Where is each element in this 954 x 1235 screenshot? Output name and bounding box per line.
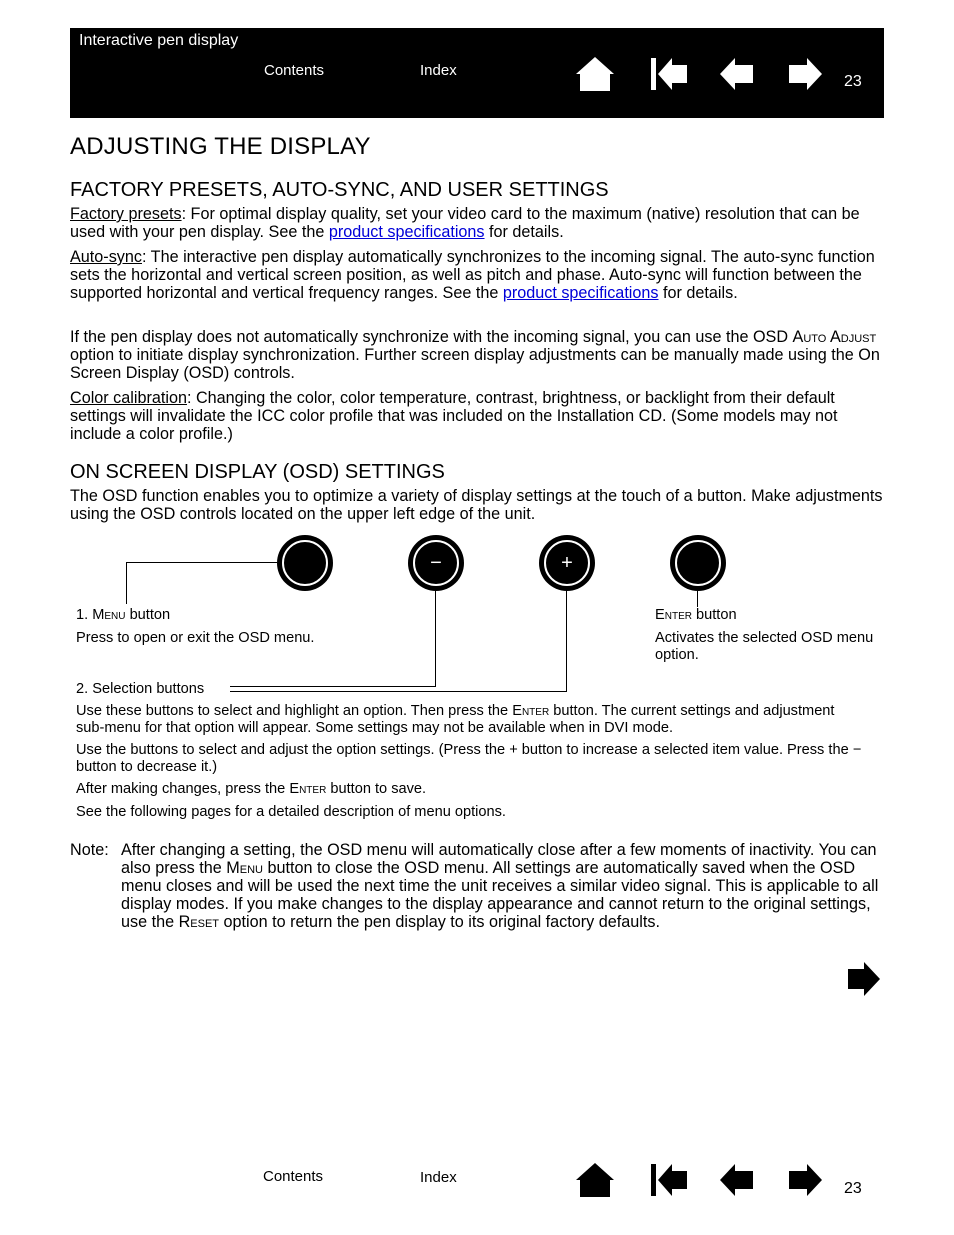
minus-leader-vertical [435,591,436,687]
product-specifications-link[interactable]: product specifications [328,223,485,241]
menu-button-description: Press to open or exit the OSD menu. [76,630,315,646]
selection-description-3: After making changes, press the Enter button to save. [76,781,427,797]
previous-page-icon[interactable] [716,54,758,94]
footer-page-number: 23 [844,1180,862,1197]
color-calibration-paragraph: Color calibration: Changing the color, color temperature, contrast, brightness, or backlight from their default settings will invalidate the ICC color profile that was included on the Installation CD. (Some models may not include a color profile.) [70,389,838,443]
selection-leader-top [230,686,436,687]
menu-button-label: 1. Menu button [76,607,171,623]
home-icon[interactable] [574,54,616,94]
plus-icon: + [561,552,573,574]
footer-next-page-icon[interactable] [784,1160,826,1200]
next-page-icon[interactable] [784,54,826,94]
footer-contents-link[interactable]: Contents [263,1168,324,1185]
first-page-icon[interactable] [648,54,690,94]
plus-leader-vertical [566,591,567,692]
selection-description-4: See the following pages for a detailed description of menu options. [76,804,506,820]
plus-button-graphic [539,535,595,591]
footer-previous-page-icon[interactable] [716,1160,758,1200]
index-link[interactable]: Index [420,62,457,79]
note-text: After changing a setting, the OSD menu will automatically close after a few moments of inactivity. You can also press the Menu button to close the OSD menu. All settings are automatically saved when the OSD menu closes and will be used the next time the unit receives a similar video signal. This is applicable to all display modes. If you make changes to the display appearance and cannot return to the original settings, use the Reset option to return the pen display to its original factory defaults. [121,841,879,931]
note-label: Note: [70,841,109,859]
menu-leader-horizontal [126,562,277,563]
factory-presets-paragraph: Factory presets: For optimal display quality, set your video card to the maximum (native) resolution that can be used with your pen display. See the product specifications for details. [70,205,860,241]
minus-button-graphic [408,535,464,591]
menu-button-graphic [277,535,333,591]
section-heading-osd: ON SCREEN DISPLAY (OSD) SETTINGS [70,461,445,483]
enter-leader [697,591,698,607]
minus-icon: − [430,552,442,574]
auto-sync-paragraph: Auto-sync: The interactive pen display automatically synchronizes to the incoming signal. The auto-sync function sets the horizontal and vertical screen position, as well as pitch and phase. Auto-sync will function between the supported horizontal and vertical frequency ranges. See the product specifications for details. [70,248,875,302]
selection-buttons-label: 2. Selection buttons [76,681,205,697]
enter-button-description: Activates the selected OSD menu option. [655,630,874,663]
section-heading-presets: FACTORY PRESETS, AUTO-SYNC, AND USER SETTINGS [70,179,609,201]
page-header [70,28,884,118]
product-specifications-link-2[interactable]: product specifications [502,284,659,302]
document-title: Interactive pen display [79,32,239,49]
enter-button-label: Enter button [655,607,737,623]
selection-leader-bottom [230,691,567,692]
osd-intro-paragraph: The OSD function enables you to optimize a variety of display settings at the touch of a button. Make adjustments using the OSD controls located on the upper left edge of the unit. [70,487,883,523]
footer-first-page-icon[interactable] [648,1160,690,1200]
enter-button-graphic [670,535,726,591]
auto-sync-term: Auto-sync [70,248,142,266]
menu-leader-vertical [126,562,127,604]
selection-description-2: Use the buttons to select and adjust the option settings. (Press the + button to increase a selected item value. Press the − button to decrease it.) [76,742,862,775]
color-calibration-term: Color calibration [70,389,187,407]
factory-presets-term: Factory presets [70,205,182,223]
footer-index-link[interactable]: Index [420,1169,457,1186]
auto-adjust-paragraph: If the pen display does not automatically synchronize with the incoming signal, you can use the OSD Auto Adjust option to initiate display synchronization. Further screen display adjustments can be manually made using the On Screen Display (OSD) controls. [70,328,880,382]
page-number: 23 [844,73,862,90]
contents-link[interactable]: Contents [264,62,325,79]
selection-description-1: Use these buttons to select and highlight an option. Then press the Enter button. The current settings and adjustment sub-menu for that option will appear. Some settings may not be available when in DVI mode. [76,703,835,736]
page-title: ADJUSTING THE DISPLAY [70,133,371,160]
continue-arrow-icon[interactable] [842,958,882,1000]
footer-home-icon[interactable] [574,1160,616,1200]
